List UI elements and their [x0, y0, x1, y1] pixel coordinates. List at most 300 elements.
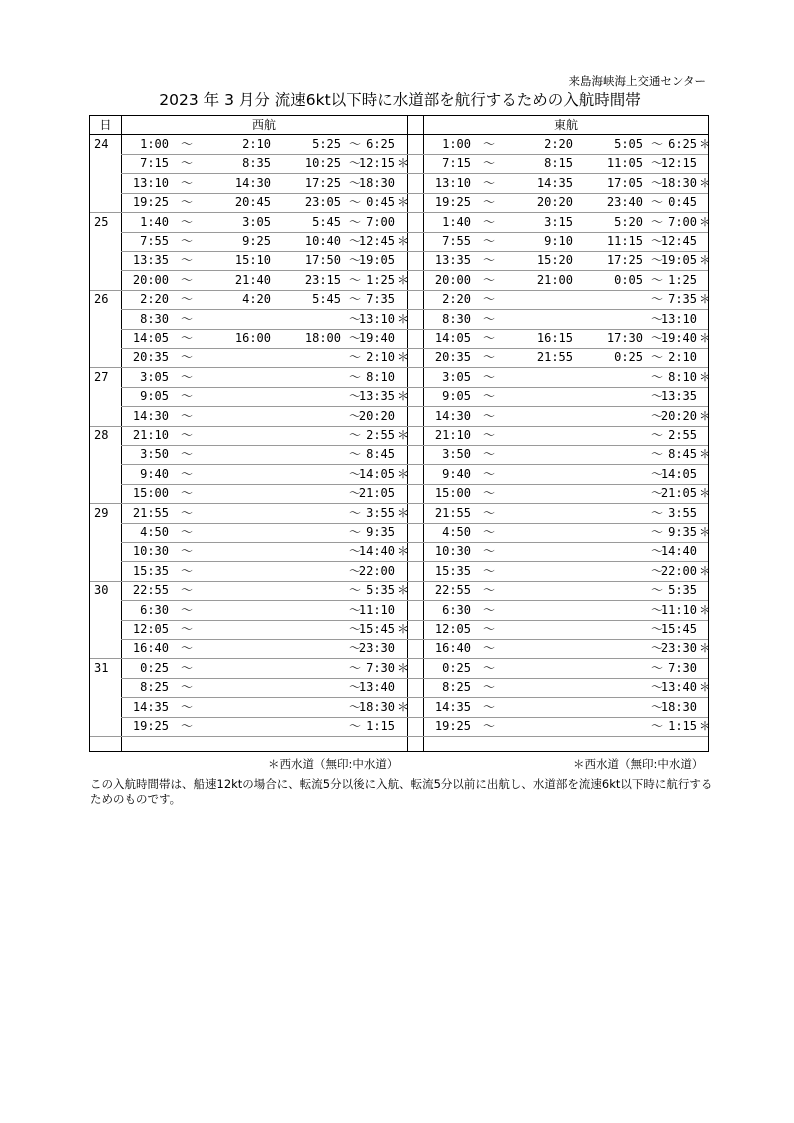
- east-west-channel-mark: ＊: [699, 447, 712, 462]
- east-end-time: [503, 581, 573, 600]
- east-tilde-icon: ～: [482, 505, 495, 520]
- west-start-time: 20:00: [132, 272, 169, 287]
- west-end-time-2: 15:45: [358, 622, 395, 636]
- west-end-time-2: 23:30: [358, 641, 395, 656]
- east-tilde-icon: ～: [650, 253, 663, 268]
- west-start-time: 15:35: [132, 563, 169, 578]
- west-end-time-2: 20:20: [358, 408, 395, 423]
- east-west-channel-mark: [699, 465, 711, 484]
- west-start-time-2: [271, 639, 341, 658]
- west-end-time-2: 13:35: [358, 389, 395, 404]
- west-tilde-icon: ～: [180, 350, 193, 365]
- east-start-time: 16:40: [434, 641, 471, 656]
- west-end-time: 8:35: [242, 156, 271, 171]
- east-start-time-2: [573, 659, 643, 678]
- east-start-time: 13:35: [434, 253, 471, 268]
- west-tilde-icon: ～: [348, 602, 361, 617]
- east-west-channel-mark: [699, 542, 711, 561]
- east-start-time-2: [573, 290, 643, 309]
- west-west-channel-mark: [397, 213, 409, 232]
- west-tilde-icon: ～: [348, 505, 361, 520]
- east-end-time-2: 14:05: [660, 466, 697, 481]
- west-start-time: 21:55: [132, 505, 169, 520]
- west-west-channel-mark: ＊: [397, 622, 410, 636]
- east-end-time-2: 1:25: [668, 272, 697, 287]
- day-number: 27: [94, 369, 109, 384]
- east-tilde-icon: ～: [482, 525, 495, 539]
- west-end-time: [201, 601, 271, 620]
- east-end-time: [503, 426, 573, 445]
- east-start-time-2: 23:40: [606, 195, 643, 210]
- east-start-time-2: [573, 445, 643, 464]
- east-end-time-2: 20:20: [660, 408, 697, 423]
- east-tilde-icon: ～: [482, 641, 495, 656]
- west-tilde-icon: ～: [180, 563, 193, 578]
- east-tilde-icon: ～: [482, 195, 495, 210]
- west-end-time-2: 1:25: [366, 272, 395, 287]
- east-end-time: [503, 562, 573, 581]
- day-number: 25: [94, 214, 109, 229]
- east-west-channel-mark: [699, 387, 711, 406]
- east-west-channel-mark: ＊: [699, 719, 712, 733]
- west-end-time-2: 12:15: [358, 156, 395, 171]
- west-tilde-icon: ～: [348, 583, 361, 598]
- east-start-time-2: [573, 562, 643, 581]
- west-tilde-icon: ～: [180, 544, 193, 559]
- east-end-time: 2:20: [544, 137, 573, 151]
- east-west-channel-mark: [699, 581, 711, 600]
- east-start-time-2: [573, 484, 643, 503]
- east-west-channel-mark: [699, 504, 711, 523]
- east-tilde-icon: ～: [482, 389, 495, 404]
- east-tilde-icon: ～: [650, 466, 663, 481]
- west-tilde-icon: ～: [180, 234, 193, 248]
- schedule-table: [89, 115, 712, 752]
- east-end-time-2: 8:45: [668, 447, 697, 462]
- east-start-time-2: [573, 504, 643, 523]
- east-end-time-2: 12:15: [660, 156, 697, 171]
- west-tilde-icon: ～: [348, 156, 361, 171]
- west-tilde-icon: ～: [348, 466, 361, 481]
- east-tilde-icon: ～: [482, 369, 495, 384]
- east-tilde-icon: ～: [650, 428, 663, 442]
- west-tilde-icon: ～: [348, 175, 361, 190]
- west-tilde-icon: ～: [180, 195, 193, 210]
- west-tilde-icon: ～: [180, 660, 193, 675]
- west-end-time-2: 19:40: [358, 331, 395, 345]
- east-tilde-icon: ～: [650, 195, 663, 210]
- west-end-time-2: 2:10: [366, 350, 395, 365]
- west-start-time: 9:40: [140, 466, 169, 481]
- east-start-time-2: [573, 368, 643, 387]
- west-end-time: [201, 484, 271, 503]
- east-start-time-2: [573, 387, 643, 406]
- east-end-time: 15:20: [536, 253, 573, 268]
- west-end-time-2: 0:45: [366, 195, 395, 210]
- east-tilde-icon: ～: [482, 486, 495, 501]
- east-end-time-2: 3:55: [668, 505, 697, 520]
- west-tilde-icon: ～: [180, 602, 193, 617]
- west-end-time: 15:10: [234, 253, 271, 268]
- west-end-time-2: 3:55: [366, 505, 395, 520]
- west-end-time: [201, 426, 271, 445]
- west-tilde-icon: ～: [348, 428, 361, 442]
- west-start-time: 1:00: [140, 137, 169, 151]
- east-start-time: 12:05: [434, 622, 471, 636]
- east-start-time: 22:55: [434, 583, 471, 598]
- west-start-time-2: [271, 387, 341, 406]
- east-start-time-2: [573, 581, 643, 600]
- east-west-channel-mark: [699, 426, 711, 445]
- west-tilde-icon: ～: [348, 660, 361, 675]
- east-start-time: 7:15: [442, 156, 471, 171]
- west-start-time: 10:30: [132, 544, 169, 559]
- west-end-time: [201, 678, 271, 697]
- east-end-time-2: 8:10: [668, 369, 697, 384]
- column-header-west: 西航: [251, 118, 276, 132]
- west-west-channel-mark: ＊: [397, 505, 410, 520]
- east-west-channel-mark: [699, 620, 711, 639]
- east-end-time: [503, 310, 573, 329]
- east-tilde-icon: ～: [482, 175, 495, 190]
- west-tilde-icon: ～: [348, 389, 361, 404]
- west-start-time: 12:05: [132, 622, 169, 636]
- east-tilde-icon: ～: [650, 175, 663, 190]
- west-tilde-icon: ～: [348, 563, 361, 578]
- west-tilde-icon: ～: [180, 525, 193, 539]
- east-start-time: 9:05: [442, 389, 471, 404]
- east-tilde-icon: ～: [650, 137, 663, 151]
- footnote: この入航時間帯は、船速12ktの場合に、転流5分以後に入航、転流5分以前に出航し、水道部を流速6kt以下時に航行するためのものです。: [90, 777, 713, 806]
- west-start-time-2: [271, 542, 341, 561]
- east-tilde-icon: ～: [482, 331, 495, 345]
- east-tilde-icon: ～: [650, 369, 663, 384]
- column-header-east: 東航: [553, 118, 578, 132]
- east-west-channel-mark: ＊: [699, 137, 712, 151]
- east-start-time: 3:50: [442, 447, 471, 462]
- east-start-time-2: [573, 426, 643, 445]
- west-tilde-icon: ～: [348, 680, 361, 695]
- west-end-time: [201, 445, 271, 464]
- west-tilde-icon: ～: [180, 486, 193, 501]
- east-tilde-icon: ～: [650, 525, 663, 539]
- east-end-time-2: 18:30: [660, 175, 697, 190]
- east-end-time-2: 5:35: [668, 583, 697, 598]
- west-end-time: [201, 407, 271, 426]
- east-end-time: [503, 290, 573, 309]
- west-end-time: [201, 348, 271, 367]
- west-tilde-icon: ～: [180, 214, 193, 229]
- west-end-time: 20:45: [234, 195, 271, 210]
- east-start-time-2: 17:30: [606, 331, 643, 345]
- east-west-channel-mark: ＊: [699, 253, 712, 268]
- east-end-time-2: 14:40: [660, 544, 697, 559]
- east-start-time-2: 0:05: [614, 272, 643, 287]
- west-tilde-icon: ～: [180, 331, 193, 345]
- east-start-time-2: [573, 407, 643, 426]
- west-start-time-2: [271, 698, 341, 717]
- east-start-time: 19:25: [434, 195, 471, 210]
- east-west-channel-mark: ＊: [699, 331, 712, 345]
- west-end-time-2: 2:55: [366, 428, 395, 442]
- west-west-channel-mark: ＊: [397, 544, 410, 559]
- west-start-time: 7:55: [140, 234, 169, 248]
- west-start-time-2: [271, 717, 341, 736]
- west-west-channel-mark: ＊: [397, 234, 410, 248]
- east-end-time: [503, 639, 573, 658]
- east-tilde-icon: ～: [482, 583, 495, 598]
- organization-name: 来島海峡海上交通センター: [568, 74, 706, 88]
- west-start-time-2: [271, 310, 341, 329]
- west-end-time-2: 18:30: [358, 699, 395, 714]
- west-start-time-2: [271, 504, 341, 523]
- east-end-time: 9:10: [544, 234, 573, 248]
- east-start-time: 15:35: [434, 563, 471, 578]
- west-tilde-icon: ～: [180, 641, 193, 656]
- west-end-time: [201, 542, 271, 561]
- west-tilde-icon: ～: [348, 544, 361, 559]
- column-header-day: 日: [99, 118, 112, 132]
- east-start-time-2: 17:25: [606, 253, 643, 268]
- east-end-time: [503, 659, 573, 678]
- west-west-channel-mark: ＊: [397, 428, 410, 442]
- west-end-time-2: 11:10: [358, 602, 395, 617]
- west-tilde-icon: ～: [180, 369, 193, 384]
- east-end-time-2: 13:10: [660, 311, 697, 326]
- west-west-channel-mark: ＊: [397, 583, 410, 598]
- page-title: 2023 年 3 月分 流速6kt以下時に水道部を航行するための入航時間帯: [159, 91, 641, 109]
- east-start-time-2: [573, 639, 643, 658]
- west-tilde-icon: ～: [348, 292, 361, 307]
- east-tilde-icon: ～: [482, 292, 495, 307]
- west-end-time: 16:00: [234, 331, 271, 345]
- east-start-time: 1:00: [442, 137, 471, 151]
- west-start-time: 1:40: [140, 214, 169, 229]
- west-end-time-2: 7:30: [366, 660, 395, 675]
- west-west-channel-mark: ＊: [397, 660, 410, 675]
- west-start-time: 8:30: [140, 311, 169, 326]
- east-end-time: [503, 368, 573, 387]
- east-end-time: [503, 678, 573, 697]
- east-start-time-2: [573, 678, 643, 697]
- east-tilde-icon: ～: [650, 350, 663, 365]
- east-tilde-icon: ～: [650, 292, 663, 307]
- west-west-channel-mark: [397, 562, 409, 581]
- east-tilde-icon: ～: [650, 331, 663, 345]
- east-start-time: 6:30: [442, 602, 471, 617]
- west-tilde-icon: ～: [348, 369, 361, 384]
- west-tilde-icon: ～: [348, 137, 361, 151]
- east-end-time: [503, 698, 573, 717]
- west-end-time-2: 8:45: [366, 447, 395, 462]
- east-end-time-2: 9:35: [668, 525, 697, 539]
- east-start-time: 3:05: [442, 369, 471, 384]
- east-start-time-2: [573, 620, 643, 639]
- east-west-channel-mark: ＊: [699, 214, 712, 229]
- west-tilde-icon: ～: [348, 350, 361, 365]
- west-west-channel-mark: ＊: [397, 350, 410, 365]
- west-end-time: [201, 310, 271, 329]
- west-tilde-icon: ～: [180, 466, 193, 481]
- west-start-time-2: [271, 678, 341, 697]
- west-end-time: [201, 717, 271, 736]
- west-tilde-icon: ～: [348, 447, 361, 462]
- east-start-time: 1:40: [442, 214, 471, 229]
- west-tilde-icon: ～: [180, 447, 193, 462]
- east-end-time: 21:00: [536, 272, 573, 287]
- west-start-time-2: 5:25: [312, 137, 341, 151]
- west-tilde-icon: ～: [180, 311, 193, 326]
- west-start-time: 14:35: [132, 699, 169, 714]
- west-west-channel-mark: ＊: [397, 389, 410, 404]
- west-start-time: 16:40: [132, 641, 169, 656]
- west-tilde-icon: ～: [348, 719, 361, 733]
- east-end-time: [503, 620, 573, 639]
- west-tilde-icon: ～: [180, 137, 193, 151]
- east-start-time: 8:25: [442, 680, 471, 695]
- east-end-time-2: 13:35: [660, 389, 697, 404]
- west-end-time: 14:30: [234, 175, 271, 190]
- west-start-time-2: [271, 484, 341, 503]
- east-tilde-icon: ～: [482, 563, 495, 578]
- east-tilde-icon: ～: [482, 311, 495, 326]
- west-west-channel-mark: ＊: [397, 272, 410, 287]
- west-start-time: 3:50: [140, 447, 169, 462]
- east-west-channel-mark: ＊: [699, 369, 712, 384]
- west-west-channel-mark: ＊: [397, 311, 410, 326]
- west-start-time-2: [271, 562, 341, 581]
- east-end-time-2: 22:00: [660, 563, 697, 578]
- east-west-channel-mark: ＊: [699, 486, 712, 501]
- east-start-time-2: [573, 310, 643, 329]
- east-start-time: 13:10: [434, 175, 471, 190]
- east-tilde-icon: ～: [482, 408, 495, 423]
- east-tilde-icon: ～: [650, 680, 663, 695]
- east-start-time-2: [573, 601, 643, 620]
- east-end-time: 14:35: [536, 175, 573, 190]
- west-tilde-icon: ～: [180, 428, 193, 442]
- east-end-time: 16:15: [536, 331, 573, 345]
- east-end-time-2: 19:40: [660, 331, 697, 345]
- east-end-time-2: 23:30: [660, 641, 697, 656]
- west-tilde-icon: ～: [348, 272, 361, 287]
- east-end-time-2: 18:30: [660, 699, 697, 714]
- west-west-channel-mark: [397, 445, 409, 464]
- west-end-time: [201, 659, 271, 678]
- east-start-time: 20:00: [434, 272, 471, 287]
- east-start-time-2: [573, 717, 643, 736]
- east-tilde-icon: ～: [650, 583, 663, 598]
- east-west-channel-mark: [699, 232, 711, 251]
- east-start-time-2: [573, 465, 643, 484]
- east-end-time-2: 7:30: [668, 660, 697, 675]
- east-tilde-icon: ～: [482, 447, 495, 462]
- day-number: 29: [94, 505, 109, 520]
- east-west-channel-mark: [699, 310, 711, 329]
- east-start-time-2: [573, 698, 643, 717]
- east-end-time-2: 19:05: [660, 253, 697, 268]
- west-start-time: 13:10: [132, 175, 169, 190]
- day-number: 24: [94, 137, 109, 151]
- east-end-time: [503, 407, 573, 426]
- west-start-time: 2:20: [140, 292, 169, 307]
- east-end-time: [503, 542, 573, 561]
- west-start-time: 3:05: [140, 369, 169, 384]
- west-end-time: 3:05: [242, 214, 271, 229]
- west-start-time-2: 5:45: [312, 214, 341, 229]
- east-start-time: 9:40: [442, 466, 471, 481]
- east-start-time: 20:35: [434, 350, 471, 365]
- west-end-time-2: 12:45: [358, 234, 395, 248]
- east-start-time-2: 5:20: [614, 214, 643, 229]
- west-start-time-2: [271, 523, 341, 542]
- east-tilde-icon: ～: [482, 622, 495, 636]
- east-tilde-icon: ～: [650, 699, 663, 714]
- west-tilde-icon: ～: [348, 234, 361, 248]
- west-west-channel-mark: ＊: [397, 466, 410, 481]
- west-start-time-2: [271, 465, 341, 484]
- west-start-time-2: [271, 445, 341, 464]
- east-end-time-2: 15:45: [660, 622, 697, 636]
- east-start-time: 21:10: [434, 428, 471, 442]
- west-end-time: 21:40: [234, 272, 271, 287]
- day-number: 31: [94, 660, 109, 675]
- east-start-time: 4:50: [442, 525, 471, 539]
- west-west-channel-mark: ＊: [397, 699, 410, 714]
- west-start-time: 21:10: [132, 428, 169, 442]
- east-tilde-icon: ～: [482, 156, 495, 171]
- west-tilde-icon: ～: [348, 622, 361, 636]
- east-end-time: 21:55: [536, 350, 573, 365]
- west-end-time-2: 7:35: [366, 292, 395, 307]
- west-start-time-2: 5:45: [312, 292, 341, 307]
- west-tilde-icon: ～: [180, 622, 193, 636]
- east-end-time-2: 7:35: [668, 292, 697, 307]
- east-west-channel-mark: ＊: [699, 408, 712, 423]
- west-end-time-2: 13:10: [358, 311, 395, 326]
- east-start-time: 21:55: [434, 505, 471, 520]
- east-tilde-icon: ～: [650, 408, 663, 423]
- west-end-time: 2:10: [242, 137, 271, 151]
- west-west-channel-mark: [397, 407, 409, 426]
- east-tilde-icon: ～: [482, 544, 495, 559]
- east-tilde-icon: ～: [482, 699, 495, 714]
- east-end-time: [503, 445, 573, 464]
- east-west-channel-mark: ＊: [699, 641, 712, 656]
- west-tilde-icon: ～: [180, 583, 193, 598]
- west-start-time-2: [271, 620, 341, 639]
- east-tilde-icon: ～: [482, 428, 495, 442]
- west-tilde-icon: ～: [348, 214, 361, 229]
- west-end-time-2: 19:05: [358, 253, 395, 268]
- east-west-channel-mark: ＊: [699, 175, 712, 190]
- west-west-channel-mark: [397, 678, 409, 697]
- east-west-channel-mark: [699, 698, 711, 717]
- east-tilde-icon: ～: [482, 214, 495, 229]
- east-tilde-icon: ～: [650, 272, 663, 287]
- west-start-time: 6:30: [140, 602, 169, 617]
- east-start-time-2: [573, 523, 643, 542]
- west-end-time-2: 21:05: [358, 486, 395, 501]
- east-tilde-icon: ～: [650, 447, 663, 462]
- west-tilde-icon: ～: [348, 311, 361, 326]
- east-start-time-2: 5:05: [614, 137, 643, 151]
- east-start-time: 7:55: [442, 234, 471, 248]
- west-tilde-icon: ～: [180, 272, 193, 287]
- east-end-time: 3:15: [544, 214, 573, 229]
- east-tilde-icon: ～: [482, 272, 495, 287]
- east-end-time-2: 7:00: [668, 214, 697, 229]
